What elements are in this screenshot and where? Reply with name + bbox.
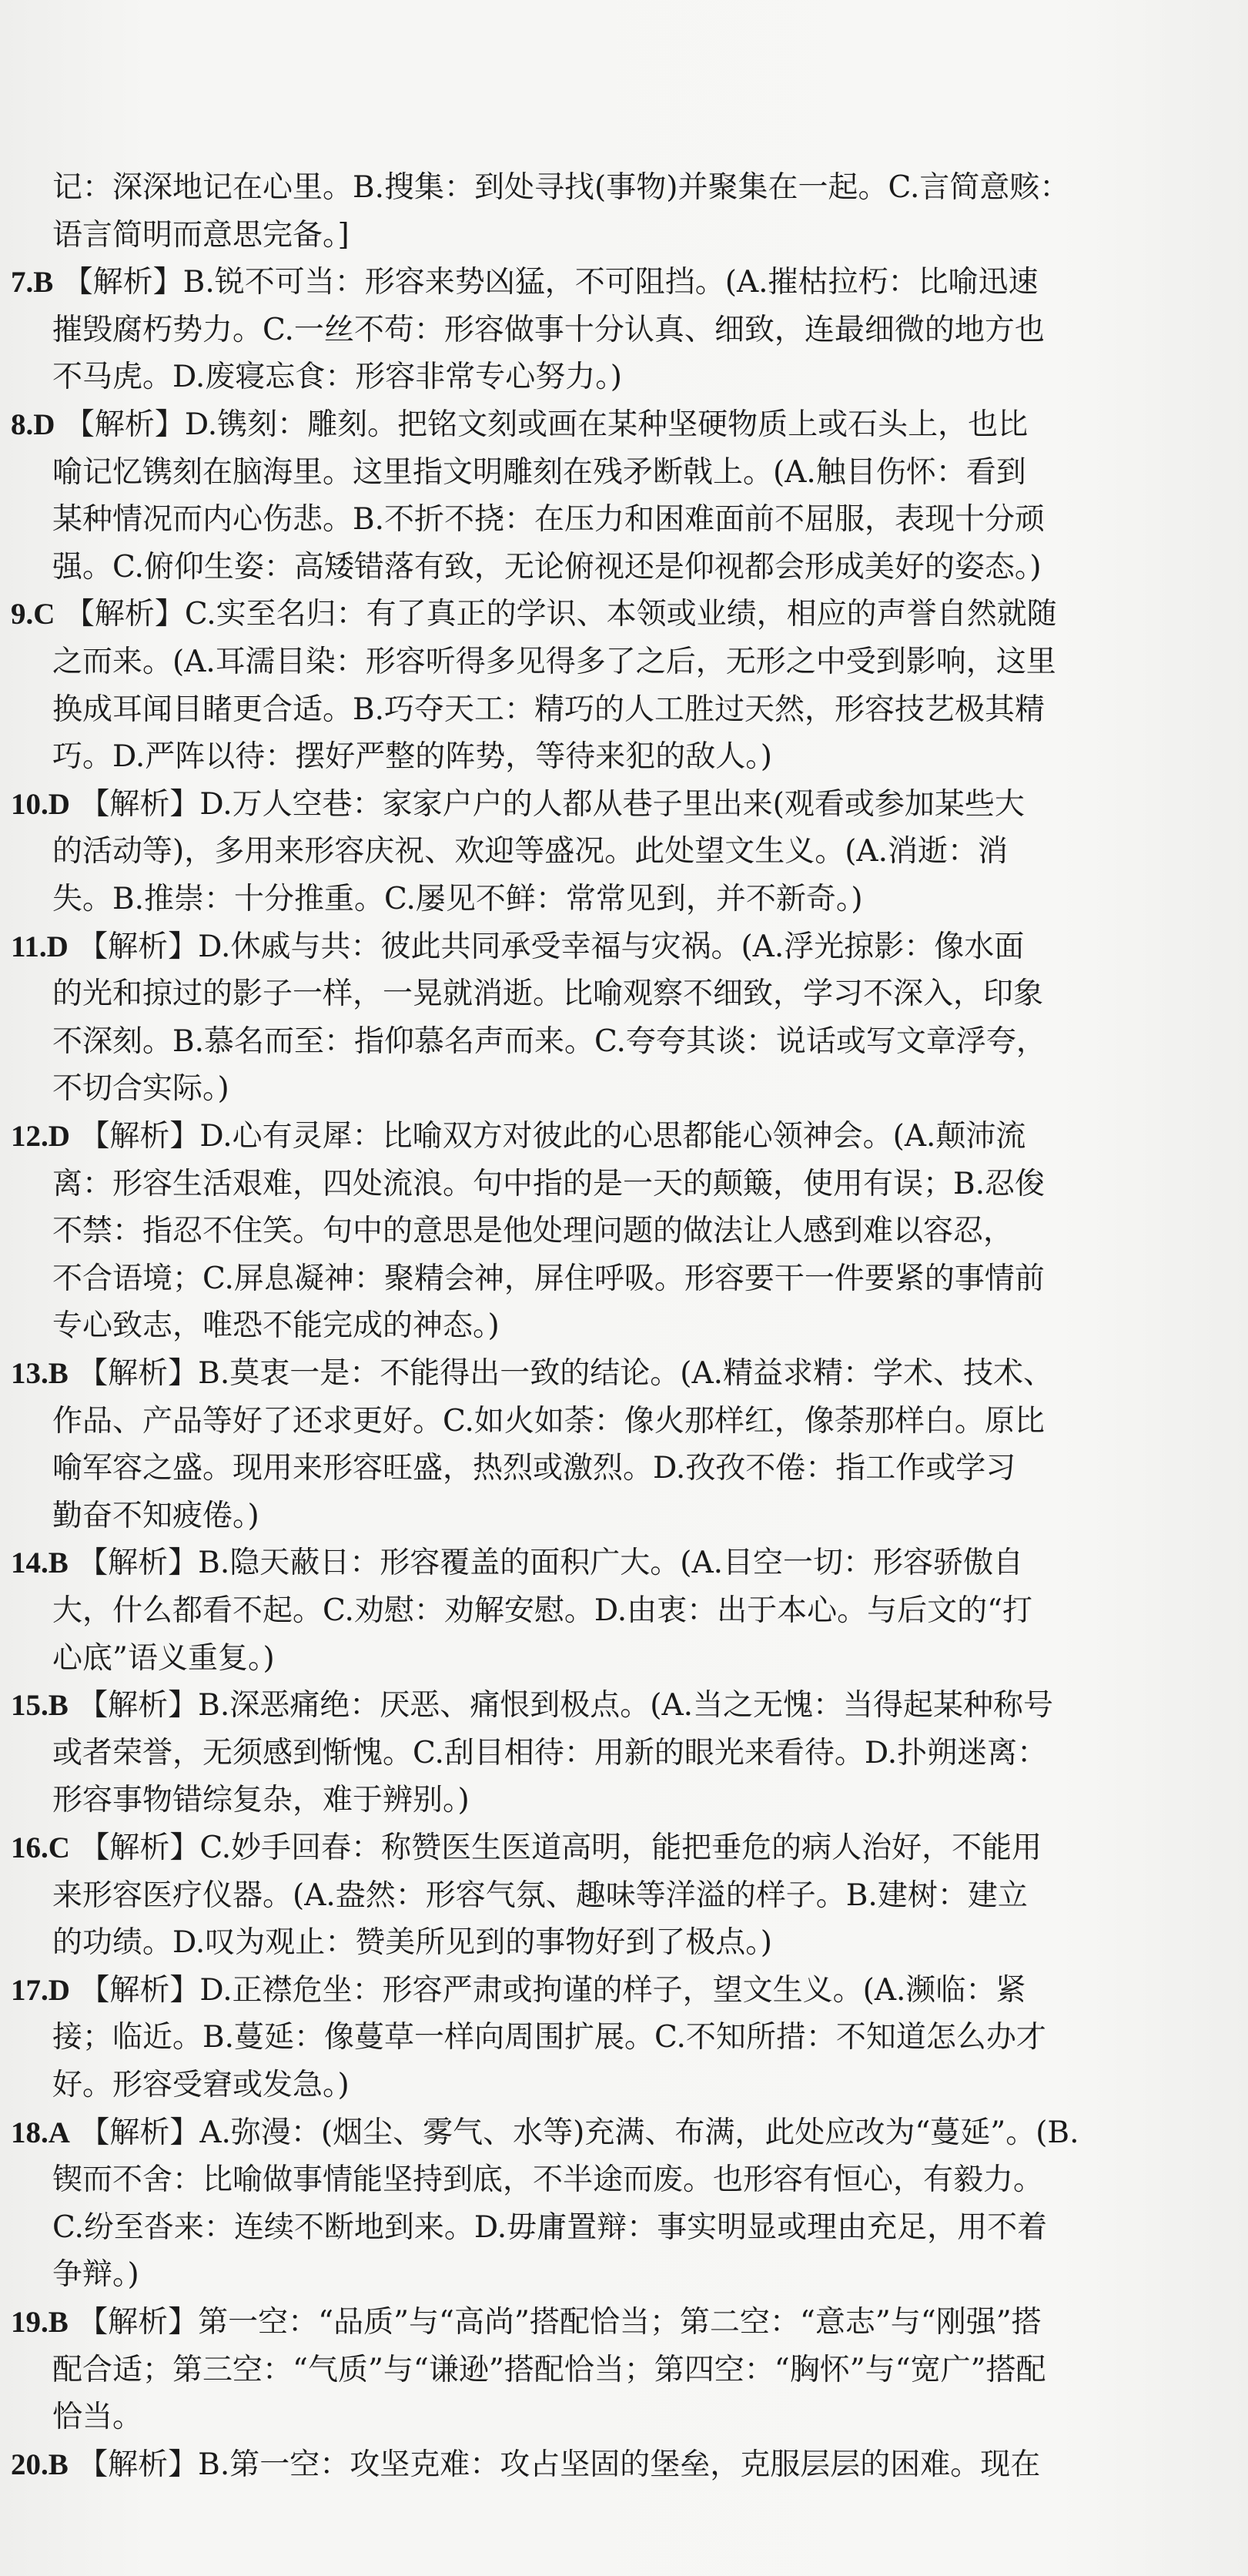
answer-text-line <box>52 307 1045 353</box>
answer-text-line <box>52 2015 1046 2061</box>
answer-item-first-line <box>11 1968 1026 2014</box>
answer-text-line <box>52 1303 500 1349</box>
answer-text-line <box>52 1588 1032 1634</box>
answer-text-line <box>52 829 1008 875</box>
line-text: 喻记忆镌刻在脑海里。这里指文明雕刻在残矛断戟上。(A.触目伤怀：看到 <box>52 454 1026 490</box>
answer-number: 18.A <box>11 2115 70 2149</box>
answer-number: 17.D <box>11 1973 70 2007</box>
line-text: 【解析】C.妙手回春：称赞医生医道高明，能把垂危的病人治好，不能用 <box>79 1831 1042 1865</box>
line-text: 【解析】B.第一空：攻坚克难：攻占坚固的堡垒，克服层层的困难。现在 <box>78 2447 1041 2482</box>
answer-item-first-line <box>11 402 1028 448</box>
answer-text-line <box>52 639 1056 685</box>
line-text: C.纷至沓来：连续不断地到来。D.毋庸置辩：事实明显或理由充足，用不着 <box>52 2209 1048 2245</box>
answer-text-line <box>52 1256 1045 1302</box>
line-text: 失。B.推崇：十分推重。C.屡见不鲜：常常见到，并不新奇。) <box>52 882 863 916</box>
line-text: 锲而不舍：比喻做事情能坚持到底，不半途而废。也形容有恒心，有毅力。 <box>52 2162 1044 2198</box>
answer-text-line <box>52 971 1043 1017</box>
line-text: 语言简明而意思完备。] <box>52 217 350 253</box>
answer-text-line <box>52 1208 1013 1255</box>
line-text: 不合语境；C.屏息凝神：聚精会神，屏住呼吸。形容要干一件要紧的事情前 <box>52 1261 1045 1296</box>
line-text: 【解析】D.正襟危坐：形容严肃或拘谨的样子，望文生义。(A.濒临：紧 <box>79 1972 1026 2008</box>
line-text: 【解析】D.镌刻：雕刻。把铭文刻或画在某种坚硬物质上或石头上，也比 <box>64 407 1029 442</box>
line-text: 之而来。(A.耳濡目染：形容听得多见得多了之后，无形之中受到影响，这里 <box>52 645 1056 679</box>
answer-item-first-line <box>11 1683 1053 1729</box>
answer-text-line <box>52 1636 275 1682</box>
answer-item-first-line <box>11 1114 1026 1160</box>
answer-text-line <box>52 1730 1047 1777</box>
answer-item-first-line <box>11 924 1024 970</box>
answer-number: 20.B <box>11 2447 69 2481</box>
line-text: 接；临近。B.蔓延：像蔓草一样向周围扩展。C.不知所措：不知道怎么办才 <box>52 2020 1046 2055</box>
answer-text-line <box>52 1920 772 1966</box>
answer-number: 9.C <box>11 598 55 631</box>
answer-text-line <box>52 1161 1045 1208</box>
line-text: 【解析】D.心有灵犀：比喻双方对彼此的心思都能心领神会。(A.颠沛流 <box>79 1119 1026 1154</box>
line-text: 【解析】第一空：“品质”与“高尚”搭配恰当；第二空：“意志”与“刚强”搭 <box>78 2305 1042 2340</box>
line-text: 摧毁腐朽势力。C.一丝不苟：形容做事十分认真、细致，连最细微的地方也 <box>52 312 1045 347</box>
answer-text-line <box>52 2252 139 2298</box>
answer-item-first-line <box>11 2110 1079 2156</box>
answer-number: 15.B <box>11 1689 69 1723</box>
line-text: 【解析】D.万人空巷：家家户户的人都从巷子里出来(观看或参加某些大 <box>79 786 1025 822</box>
answer-text-line <box>52 497 1045 543</box>
line-text: 某种情况而内心伤悲。B.不折不挠：在压力和困难面前不屈服，表现十分顽 <box>52 502 1046 538</box>
line-text: 离：形容生活艰难，四处流浪。句中指的是一天的颠簸，使用有误；B.忍俊 <box>52 1166 1046 1201</box>
line-text: 心底”语义重复。) <box>52 1640 275 1676</box>
answer-item-first-line <box>11 591 1057 638</box>
line-text: 记：深深地记在心里。B.搜集：到处寻找(事物)并聚集在一起。C.言简意赅： <box>52 170 1070 205</box>
line-text: 不切合实际。) <box>52 1071 229 1107</box>
answer-item-first-line <box>11 1540 1023 1586</box>
line-text: 作品、产品等好了还求更好。C.如火如荼：像火那样红，像荼那样白。原比 <box>52 1403 1045 1439</box>
line-text: 来形容医疗仪器。(A.盎然：形容气氛、趣味等洋溢的样子。B.建树：建立 <box>52 1878 1028 1913</box>
answer-text-line <box>52 1873 1028 1919</box>
line-text: 巧。D.严阵以待：摆好严整的阵势，等待来犯的敌人。) <box>52 739 772 775</box>
answer-text-line <box>52 1445 1015 1492</box>
answer-text-line <box>52 2347 1046 2393</box>
answer-number: 8.D <box>11 408 55 441</box>
line-text: 专心致志，唯恐不能完成的神态。) <box>52 1308 500 1344</box>
line-text: 换成耳闻目睹更合适。B.巧夺天工：精巧的人工胜过天然，形容技艺极其精 <box>52 692 1046 727</box>
line-text: 大，什么都看不起。C.劝慰：劝解安慰。D.由衷：出于本心。与后文的“打 <box>52 1593 1033 1628</box>
answer-text-line <box>52 1399 1045 1445</box>
answer-item-first-line <box>11 2442 1040 2488</box>
line-text: 【解析】D.休戚与共：彼此共同承受幸福与灾祸。(A.浮光掠影：像水面 <box>78 929 1025 964</box>
answer-text-line <box>52 2205 1047 2251</box>
answer-text-line <box>52 734 772 780</box>
answer-text-line <box>52 876 863 923</box>
answer-number: 14.B <box>11 1546 69 1580</box>
answer-text-line <box>52 165 1069 211</box>
line-text: 强。C.俯仰生姿：高矮错落有致，无论俯视还是仰视都会形成美好的姿态。) <box>52 549 1042 585</box>
line-text: 【解析】C.实至名归：有了真正的学识、本领或业绩，相应的声誉自然就随 <box>64 597 1057 632</box>
answer-text-line <box>52 1777 470 1824</box>
line-text: 不禁：指忍不住笑。句中的意思是他处理问题的做法让人感到难以容忍， <box>52 1214 1014 1249</box>
answer-text-line <box>52 354 622 400</box>
answer-text-line <box>52 2062 350 2109</box>
answer-number: 16.C <box>11 1831 70 1864</box>
line-text: 不深刻。B.慕名而至：指仰慕名声而来。C.夸夸其谈：说话或写文章浮夸， <box>52 1023 1046 1059</box>
answer-number: 12.D <box>11 1120 70 1153</box>
line-text: 【解析】A.弥漫：(烟尘、雾气、水等)充满、布满，此处应改为“蔓延”。(B. <box>79 2115 1079 2150</box>
line-text: 不马虎。D.废寝忘食：形容非常专心努力。) <box>52 360 622 395</box>
line-text: 或者荣誉，无须感到惭愧。C.刮目相待：用新的眼光来看待。D.扑朔迷离： <box>52 1735 1048 1770</box>
line-text: 勤奋不知疲倦。) <box>52 1498 259 1533</box>
line-text: 的活动等)，多用来形容庆祝、欢迎等盛况。此处望文生义。(A.消逝：消 <box>52 834 1008 869</box>
line-text: 【解析】B.莫衷一是：不能得出一致的结论。(A.精益求精：学术、技术、 <box>78 1356 1054 1391</box>
answer-text-line <box>52 213 350 259</box>
answer-item-first-line <box>11 1825 1042 1871</box>
line-text: 好。形容受窘或发急。) <box>52 2068 350 2102</box>
answer-number: 11.D <box>11 930 69 963</box>
answer-item-first-line <box>11 1351 1053 1397</box>
answer-text-line <box>52 1066 229 1112</box>
line-text: 配合适；第三空：“气质”与“谦逊”搭配恰当；第四空：“胸怀”与“宽广”搭配 <box>52 2352 1046 2387</box>
answer-text-line <box>52 2394 142 2440</box>
line-text: 争辩。) <box>52 2257 139 2293</box>
answer-item-first-line <box>11 782 1025 828</box>
answer-text-line <box>52 1019 1046 1065</box>
answer-text-line <box>52 450 1026 496</box>
answer-number: 19.B <box>11 2306 69 2339</box>
answer-number: 13.B <box>11 1357 69 1390</box>
answer-item-first-line <box>11 260 1039 306</box>
line-text: 【解析】B.锐不可当：形容来势凶猛，不可阻挡。(A.摧枯拉朽：比喻迅速 <box>62 265 1039 300</box>
line-text: 恰当。 <box>52 2400 143 2435</box>
answer-item-first-line <box>11 2300 1042 2346</box>
answer-text-line <box>52 687 1045 733</box>
line-text: 【解析】B.隐天蔽日：形容覆盖的面积广大。(A.目空一切：形容骄傲自 <box>78 1546 1024 1581</box>
answer-text-line <box>52 1493 259 1539</box>
answer-text-line <box>52 2157 1043 2203</box>
line-text: 形容事物错综复杂，难于辨别。) <box>52 1783 470 1818</box>
line-text: 喻军容之盛。现用来形容旺盛，热烈或激烈。D.孜孜不倦：指工作或学习 <box>52 1451 1016 1486</box>
line-text: 【解析】B.深恶痛绝：厌恶、痛恨到极点。(A.当之无愧：当得起某种称号 <box>78 1688 1054 1723</box>
answer-number: 10.D <box>11 787 70 821</box>
answer-text-line <box>52 544 1042 591</box>
line-text: 的光和掠过的影子一样，一晃就消逝。比喻观察不细致，学习不深入，印象 <box>52 976 1044 1012</box>
answer-number: 7.B <box>11 266 54 300</box>
line-text: 的功绩。D.叹为观止：赞美所见到的事物好到了极点。) <box>52 1925 772 1961</box>
